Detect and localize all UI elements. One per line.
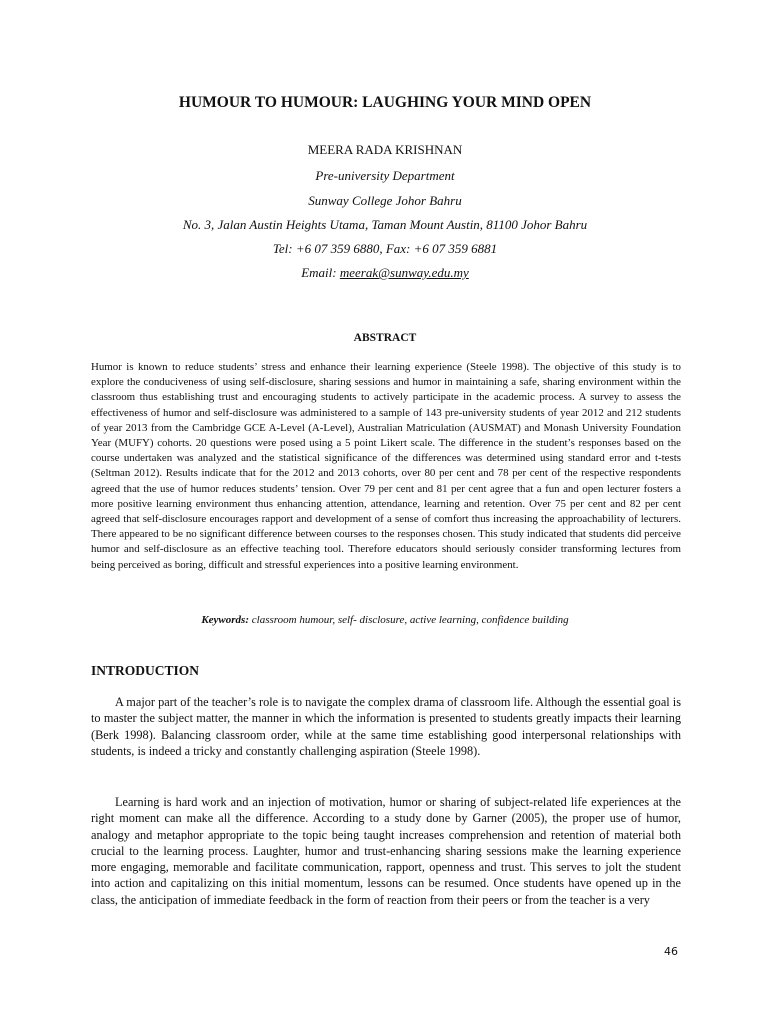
introduction-paragraph-1: A major part of the teacher’s role is to navigate the complex drama of classroom life. Although the essential goal is to master the subject matter, the manner in which the information is presented to students greatly impacts their learning (Berk 1998). Balancing classroom order, while at the same time establishing good interpersonal relationships with students, is indeed a tricky and constantly challenging aspiration (Steele 1998).	[91, 695, 681, 758]
author-name: MEERA RADA KRISHNAN	[307, 142, 463, 157]
email-link[interactable]: meerak@sunway.edu.my	[339, 265, 469, 280]
address: No. 3, Jalan Austin Heights Utama, Taman Mount Austin, 81100 Johor Bahru	[182, 217, 588, 232]
keywords-text: classroom humour, self- disclosure, active learning, confidence building	[249, 614, 569, 626]
department: Pre-university Department	[315, 168, 455, 183]
email-label: Email:	[301, 265, 340, 280]
abstract-heading: ABSTRACT	[353, 332, 417, 344]
phone-fax: Tel: +6 07 359 6880, Fax: +6 07 359 6881	[272, 241, 498, 256]
keywords-line	[0, 614, 770, 626]
keywords-label: Keywords:	[201, 614, 249, 626]
paper-title: HUMOUR TO HUMOUR: LAUGHING YOUR MIND OPEN	[178, 94, 592, 111]
introduction-paragraph-2: Learning is hard work and an injection of motivation, humor or sharing of subject-related life experiences at the right moment can make all the difference. According to a study done by Garner (2005), the proper use of humor, analogy and metaphor appropriate to the topic being taught increases comprehension and retention of material both crucial to the learning process. Laughter, humor and trust-enhancing sharing sessions make the learning experience more engaging, memorable and facilitate communication, rapport, openness and trust. This serves to jolt the student into action and capitalizing on this initial momentum, lessons can be resumed. Once students have opened up in the class, the anticipation of immediate feedback in the form of reaction from their peers or from the teacher is a very	[91, 795, 681, 907]
institution: Sunway College Johor Bahru	[308, 193, 462, 208]
introduction-heading: INTRODUCTION	[91, 663, 200, 678]
email-line	[0, 265, 770, 281]
page-number: 46	[664, 945, 678, 958]
abstract-body: Humor is known to reduce students’ stress and enhance their learning experience (Steele 1998). The objective of this study is to explore the conduciveness of using self-disclosure, sharing sessions and humor in maintaining a safe, sharing environment within the classroom thus establishing trust and encouraging students to actively participate in the academic process. A survey to assess the effectiveness of humor and self-disclosure was administered to a sample of 143 pre-university students of year 2012 and 212 students of year 2013 from the Cambridge GCE A-Level (A-Level), Australian Matriculation (AUSMAT) and Monash University Foundation Year (MUFY) cohorts. 20 questions were posed using a 5 point Likert scale. The difference in the student’s responses based on the course undertaken was analyzed and the statistical significance of the differences was determined using standard error and t-tests (Seltman 2012). Results indicate that for the 2012 and 2013 cohorts, over 80 per cent and 78 per cent of the respective respondents agreed that the use of humor reduces students’ tension. Over 79 per cent and 81 per cent agree that a fun and open lecturer fosters a more positive learning environment thus enhancing attention, attendance, learning and retention. Over 75 per cent and 82 per cent agreed that self-disclosure encourages rapport and development of a sense of comfort thus increasing the approachability of lecturers. There appeared to be no significant difference between courses to the responses chosen. This study indicated that students did perceive humor and self-disclosure as an effective teaching tool. Therefore educators should seriously consider transforming lectures from being perceived as boring, difficult and stressful experiences into a positive learning environment.	[91, 361, 681, 571]
